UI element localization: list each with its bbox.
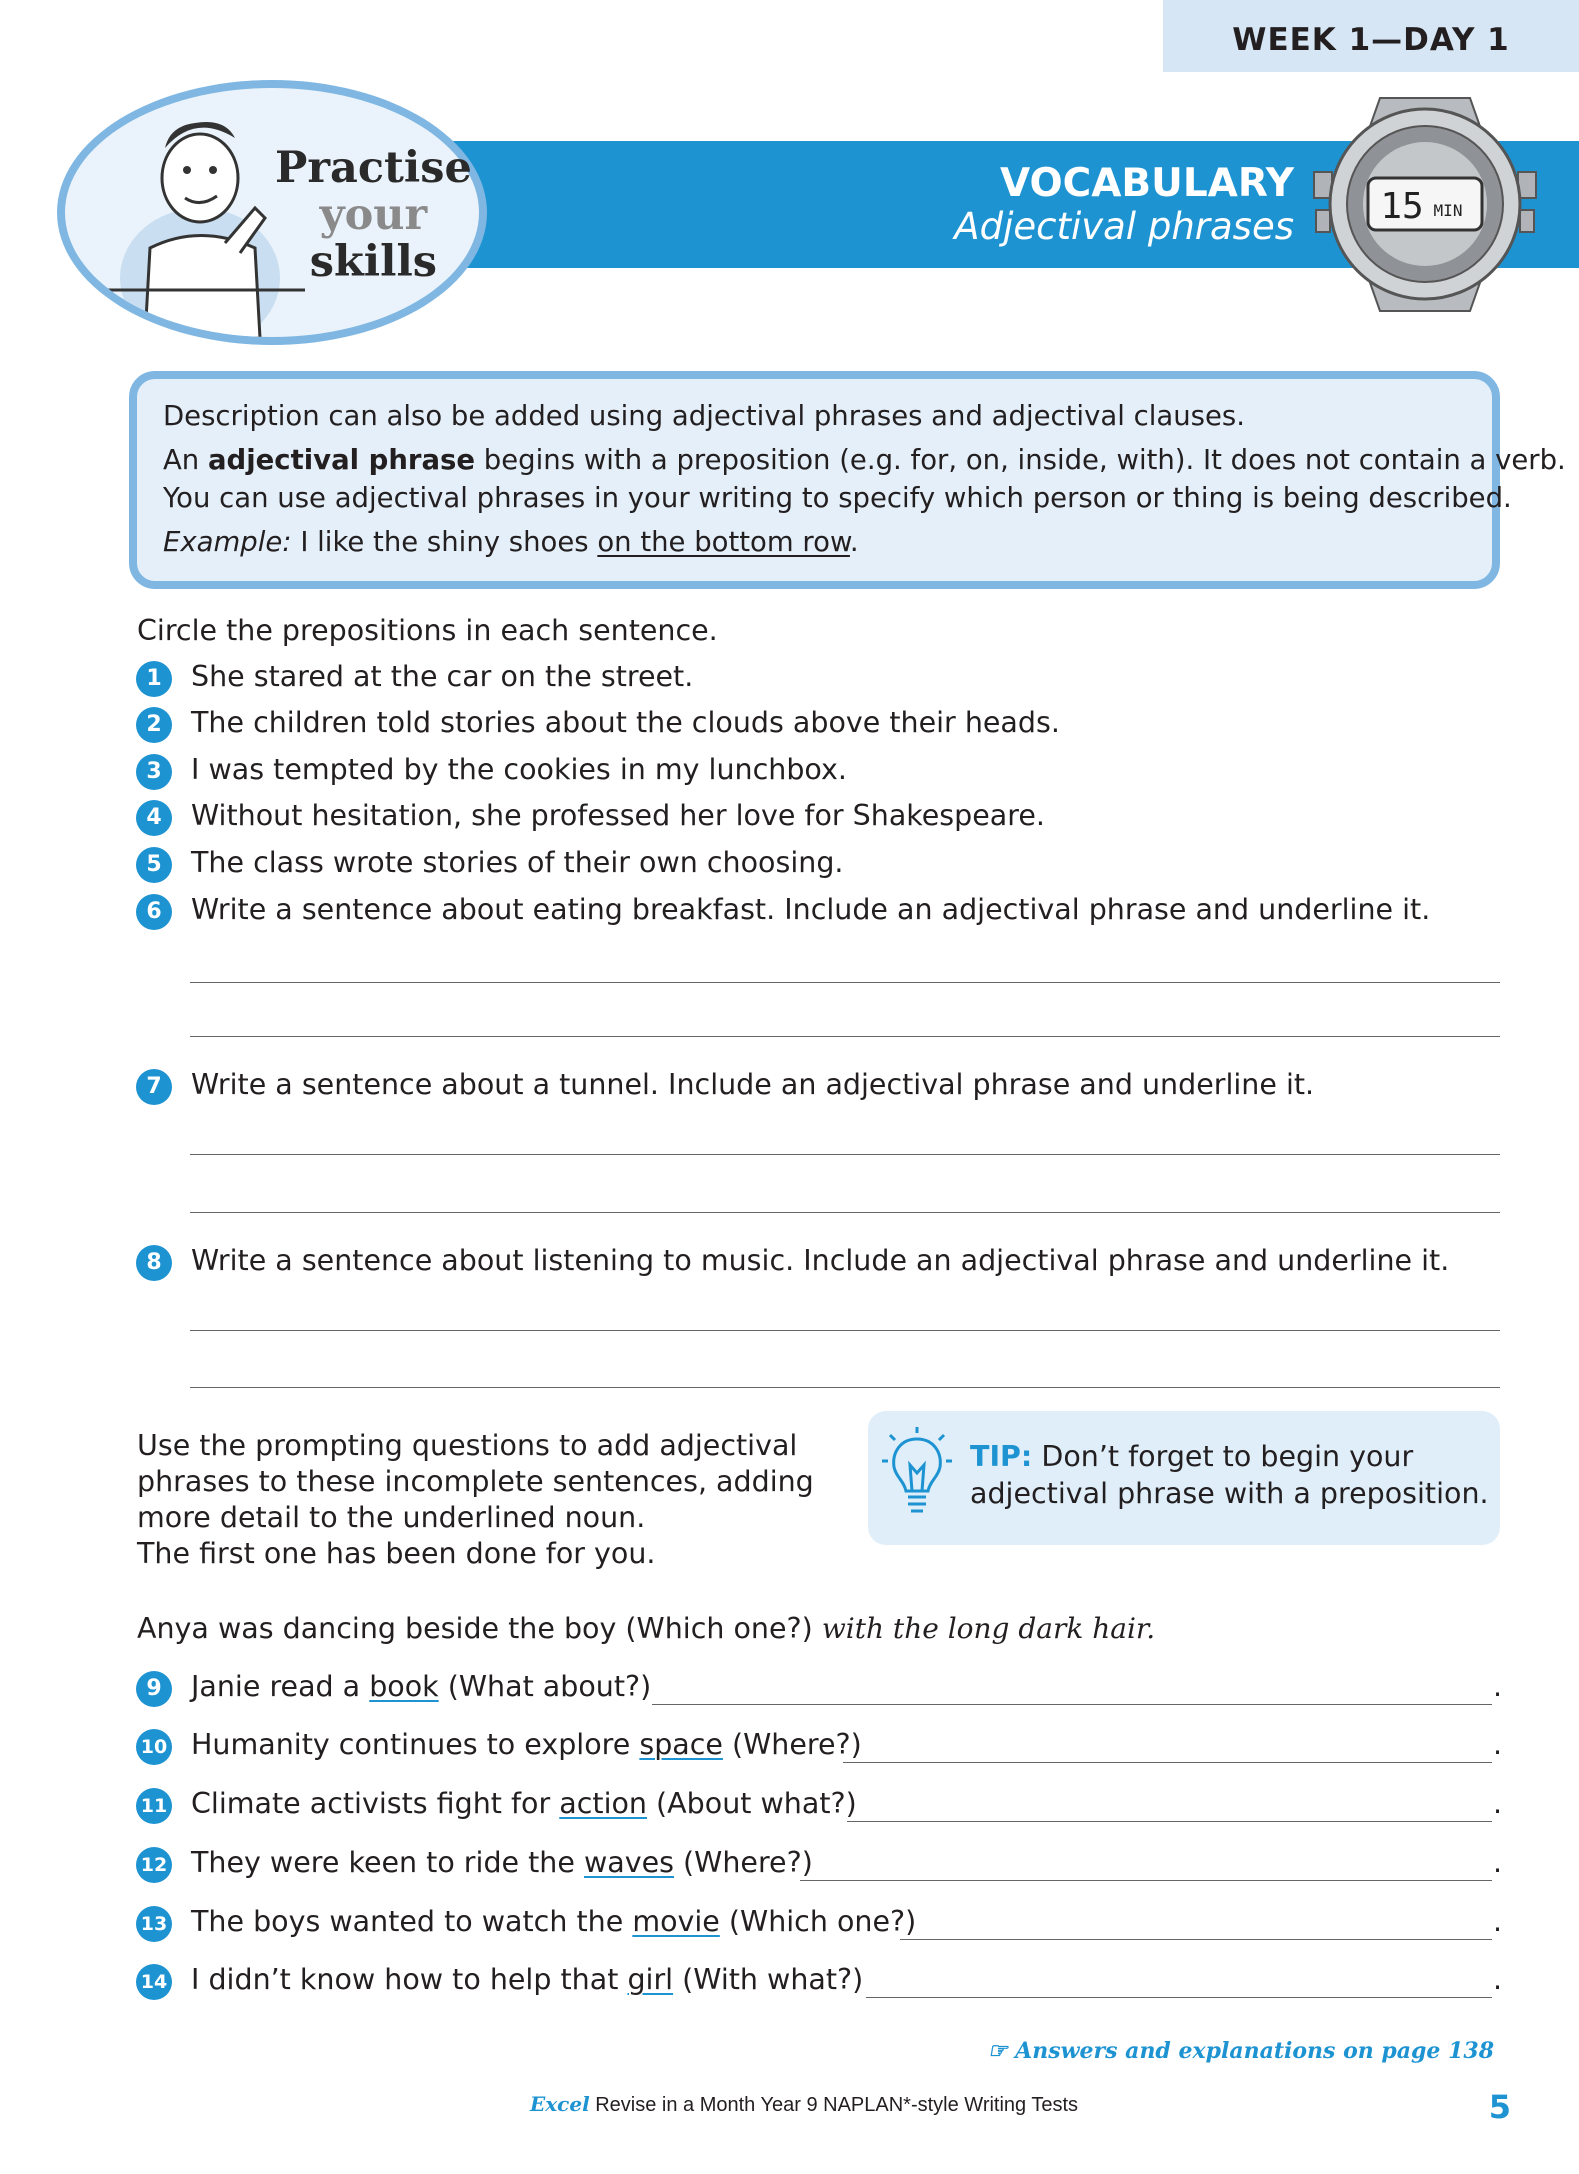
- question-text[interactable]: The class wrote stories of their own choosing.: [191, 846, 844, 879]
- answer-line[interactable]: [190, 1212, 1500, 1213]
- tip-label: TIP:: [970, 1440, 1033, 1473]
- answer-line[interactable]: [866, 1997, 1492, 1998]
- sentence-period: .: [1493, 1728, 1503, 1761]
- brand-name: Excel: [530, 2092, 590, 2116]
- prompt-question: (Which one?): [719, 1905, 917, 1938]
- question-text[interactable]: Without hesitation, she professed her love for Shakespeare.: [191, 799, 1045, 832]
- question-prompt: [191, 1963, 863, 1996]
- prompt-pre: The boys wanted to watch the: [191, 1905, 633, 1938]
- question-number: 1: [136, 661, 172, 697]
- question-prompt: [191, 1846, 813, 1879]
- sentence-period: .: [1493, 1787, 1503, 1820]
- sentence-period: .: [1493, 1846, 1503, 1879]
- prompt-pre: Janie read a: [191, 1670, 370, 1703]
- question-number: 7: [136, 1069, 172, 1105]
- prompt-question: (Where?): [674, 1846, 813, 1879]
- prompt-noun: action: [559, 1787, 647, 1820]
- question-number: 11: [136, 1788, 172, 1824]
- prompt-pre: Humanity continues to explore: [191, 1728, 640, 1761]
- info-line-2-pre: An: [163, 444, 208, 476]
- question-prompt: [191, 1787, 857, 1820]
- info-line-2: [163, 444, 1566, 476]
- logo-line-2: your: [319, 190, 428, 240]
- prompt-question: (About what?): [647, 1787, 857, 1820]
- section2-instruction-line: The first one has been done for you.: [137, 1537, 656, 1570]
- question-text[interactable]: The children told stories about the clouds above their heads.: [191, 706, 1060, 739]
- question-text: Write a sentence about a tunnel. Include an adjectival phrase and underline it.: [191, 1068, 1315, 1101]
- info-example: [163, 526, 859, 558]
- week-day-tab: [1163, 0, 1579, 72]
- prompt-pre: Climate activists fight for: [191, 1787, 560, 1820]
- book-title: [530, 2092, 1078, 2117]
- week-day-label: WEEK 1—DAY 1: [1232, 22, 1510, 58]
- question-text: Write a sentence about eating breakfast. Include an adjectival phrase and underline it.: [191, 893, 1431, 926]
- answer-line[interactable]: [190, 1036, 1500, 1037]
- section1-instruction: Circle the prepositions in each sentence.: [137, 614, 718, 647]
- section2-instruction-line: more detail to the underlined noun.: [137, 1501, 646, 1534]
- example-pre: I like the shiny shoes: [291, 526, 598, 558]
- prompt-pre: They were keen to ride the: [191, 1846, 584, 1879]
- question-number: 14: [136, 1964, 172, 2000]
- answer-line[interactable]: [190, 982, 1500, 983]
- example-post: .: [849, 526, 859, 558]
- prompt-pre: I didn’t know how to help that: [191, 1963, 628, 1996]
- prompt-question: (With what?): [673, 1963, 864, 1996]
- worked-example-answer: with the long dark hair.: [821, 1612, 1156, 1645]
- worked-example: [137, 1612, 1155, 1645]
- banner-subtitle: Adjectival phrases: [954, 205, 1294, 248]
- prompt-noun: waves: [583, 1846, 674, 1879]
- sentence-period: .: [1493, 1905, 1503, 1938]
- question-number: 10: [136, 1729, 172, 1765]
- prompt-noun: space: [639, 1728, 723, 1761]
- question-number: 3: [136, 754, 172, 790]
- question-number: 6: [136, 894, 172, 930]
- question-prompt: [191, 1905, 916, 1938]
- answer-line[interactable]: [847, 1821, 1492, 1822]
- answer-line[interactable]: [190, 1387, 1500, 1388]
- question-number: 4: [136, 800, 172, 836]
- question-text[interactable]: She stared at the car on the street.: [191, 660, 694, 693]
- answer-line[interactable]: [900, 1939, 1492, 1940]
- prompt-noun: movie: [632, 1905, 720, 1938]
- answer-line[interactable]: [190, 1330, 1500, 1331]
- prompt-noun: girl: [627, 1963, 674, 1996]
- timer-value: 15: [1380, 186, 1424, 227]
- tip-line-1: [970, 1440, 1413, 1473]
- stopwatch-icon: [1310, 92, 1540, 317]
- question-number: 12: [136, 1847, 172, 1883]
- question-prompt: [191, 1670, 651, 1703]
- question-prompt: [191, 1728, 862, 1761]
- tip-line-2: adjectival phrase with a preposition.: [970, 1477, 1489, 1510]
- banner-title: VOCABULARY: [999, 161, 1294, 206]
- question-text: Write a sentence about listening to music. Include an adjectival phrase and underline it.: [191, 1244, 1450, 1277]
- prompt-noun: book: [369, 1670, 439, 1703]
- answers-link[interactable]: ☞ Answers and explanations on page 138: [987, 2038, 1494, 2064]
- page-number: 5: [1488, 2088, 1511, 2126]
- example-underlined-phrase: on the bottom row: [597, 526, 850, 558]
- sentence-period: .: [1493, 1963, 1503, 1996]
- timer-unit: MIN: [1433, 201, 1463, 220]
- answer-line[interactable]: [652, 1704, 1492, 1705]
- question-number: 2: [136, 707, 172, 743]
- worked-example-text: Anya was dancing beside the boy (Which one?): [137, 1612, 822, 1645]
- answer-line[interactable]: [190, 1154, 1500, 1155]
- question-number: 8: [136, 1245, 172, 1281]
- section2-instruction-line: Use the prompting questions to add adjectival: [137, 1429, 798, 1462]
- info-line-2-post: begins with a preposition (e.g. for, on, inside, with). It does not contain a verb.: [475, 444, 1566, 476]
- answer-line[interactable]: [800, 1880, 1492, 1881]
- prompt-question: (Where?): [722, 1728, 862, 1761]
- book-title-text: Revise in a Month Year 9 NAPLAN*-style Writing Tests: [589, 2094, 1079, 2116]
- prompt-question: (What about?): [438, 1670, 652, 1703]
- sentence-period: .: [1493, 1670, 1503, 1703]
- logo-text: [275, 145, 472, 286]
- lightbulb-icon: [880, 1425, 955, 1520]
- section2-instruction-line: phrases to these incomplete sentences, adding: [137, 1465, 814, 1498]
- answer-line[interactable]: [843, 1762, 1492, 1763]
- example-label: Example:: [163, 526, 292, 558]
- info-line-1: Description can also be added using adjectival phrases and adjectival clauses.: [163, 400, 1245, 432]
- question-number: 5: [136, 847, 172, 883]
- logo-line-3: skills: [309, 237, 437, 287]
- question-number: 13: [136, 1906, 172, 1942]
- question-number: 9: [136, 1671, 172, 1707]
- tip-text-1: Don’t forget to begin your: [1032, 1440, 1414, 1473]
- question-text[interactable]: I was tempted by the cookies in my lunchbox.: [191, 753, 847, 786]
- info-definition-term: adjectival phrase: [207, 444, 476, 476]
- info-line-3: You can use adjectival phrases in your writing to specify which person or thing is being described.: [163, 482, 1512, 514]
- logo-line-1: Practise: [275, 143, 472, 193]
